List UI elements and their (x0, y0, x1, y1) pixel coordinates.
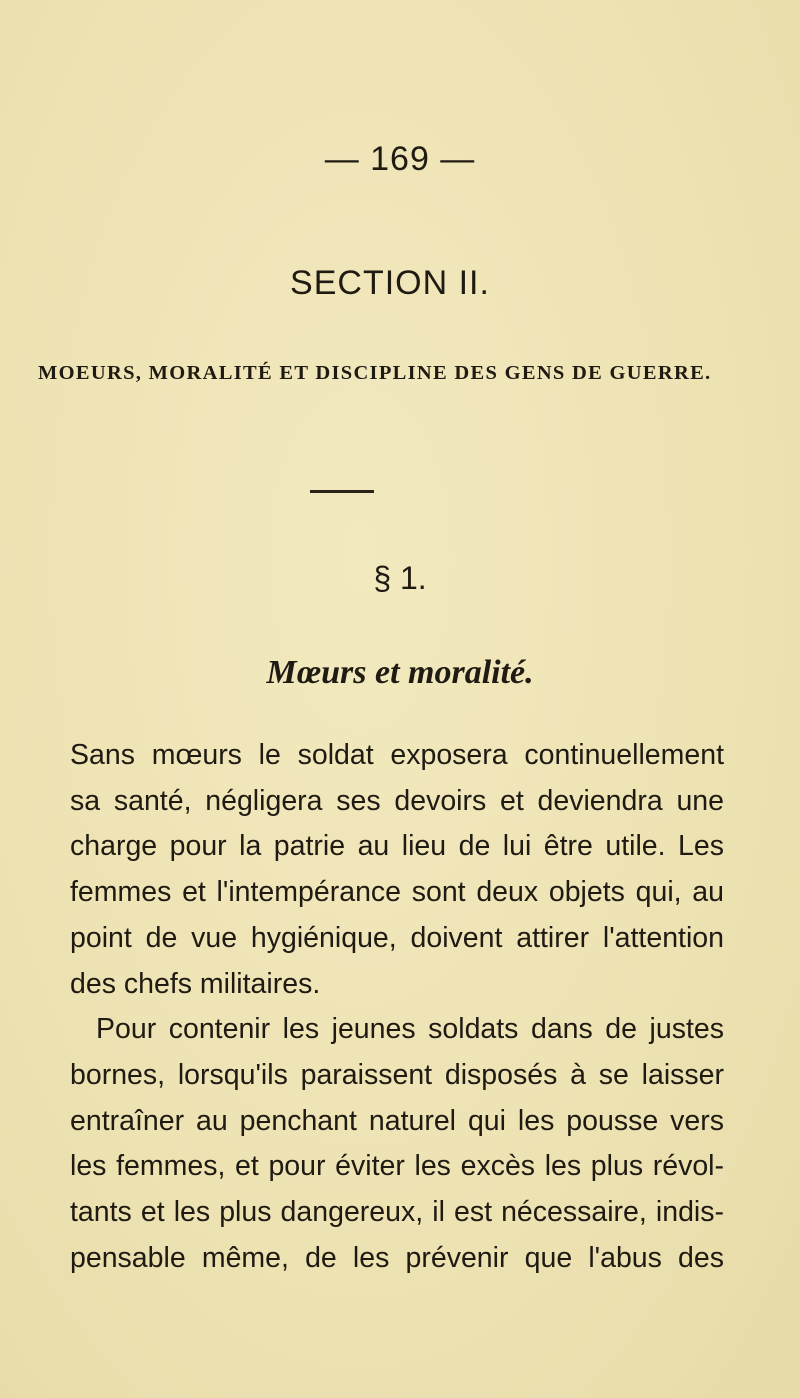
section-title: SECTION II. (290, 264, 490, 302)
text-line: entraîner au penchant naturel qui les pousse vers (70, 1104, 724, 1137)
paragraph-heading: Mœurs et moralité. (266, 654, 534, 691)
text-line: Sans mœurs le soldat exposera continuellement (70, 739, 724, 771)
text-line: charge pour la patrie au lieu de lui être utile. Les (70, 830, 724, 863)
text-line: bornes, lorsqu'ils paraissent disposés à se laisser (70, 1058, 724, 1091)
text-line: femmes et l'intempérance sont deux objets qui, au (70, 876, 724, 909)
text-line: les femmes, et pour éviter les excès les plus révol- (70, 1150, 724, 1183)
page-number: — 169 — (324, 140, 476, 178)
section-subtitle: MOEURS, MORALITÉ ET DISCIPLINE DES GENS DE GUERRE. (38, 362, 712, 384)
body-text (70, 733, 724, 1281)
text-line: pensable même, de les prévenir que l'abus des (70, 1241, 724, 1274)
divider-rule (310, 490, 374, 493)
text-line: des chefs militaires. (70, 967, 321, 1000)
text-line: sa santé, négligera ses devoirs et deviendra une (70, 784, 724, 817)
paragraph-number: § 1. (373, 560, 427, 596)
text-line: point de vue hygiénique, doivent attirer l'attention (70, 921, 724, 954)
text-line: Pour contenir les jeunes soldats dans de justes (96, 1013, 724, 1046)
text-line: tants et les plus dangereux, il est nécessaire, indis- (70, 1196, 724, 1229)
